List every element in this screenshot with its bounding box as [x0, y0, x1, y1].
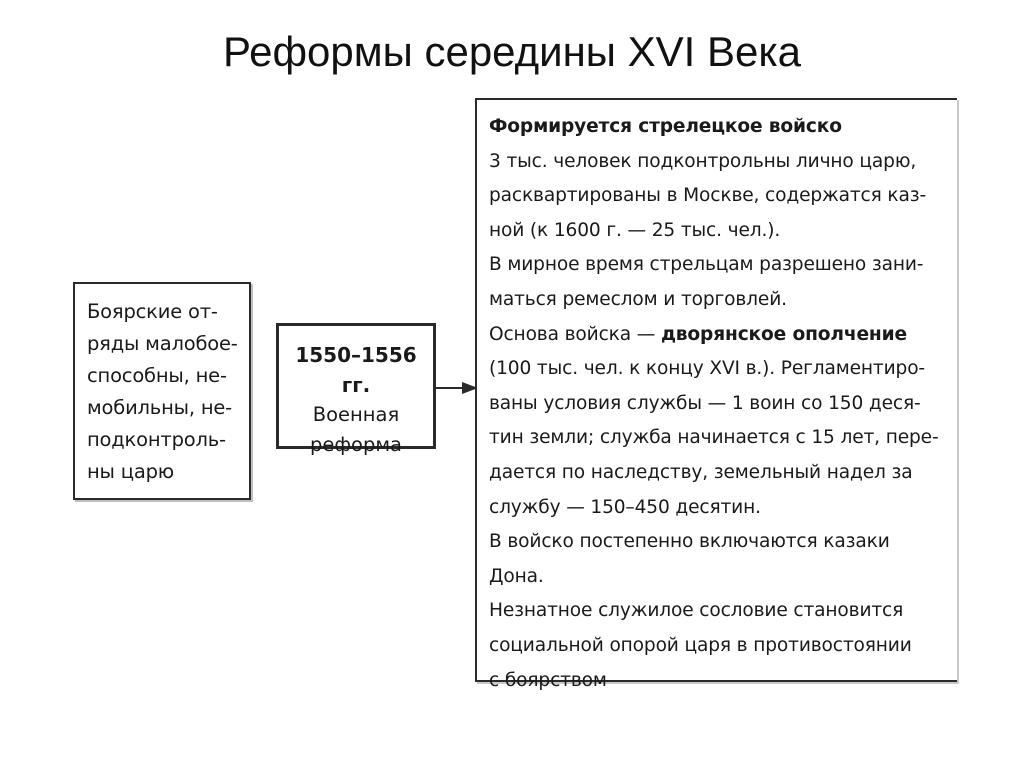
- left-box-line: мобильны, не-: [87, 396, 233, 419]
- boyar-detachments-box: [73, 282, 251, 500]
- arrow-right-icon: [436, 380, 480, 396]
- right-box-heading: Формируется стрелецкое войско: [489, 116, 842, 137]
- right-box-line: службу — 150–450 десятин.: [489, 496, 761, 518]
- streltsy-army-box: [475, 98, 957, 691]
- reform-label-line: реформа: [309, 433, 402, 456]
- right-box-line: тин земли; служба начинается с 15 лет, пере-: [489, 427, 939, 449]
- right-box-line: 3 тыс. человек подконтрольны лично царю,: [489, 150, 917, 172]
- reform-years: 1550–1556 гг.: [295, 343, 417, 397]
- left-box-line: ряды малобое-: [87, 332, 238, 355]
- right-box-line: (100 тыс. чел. к концу XVI в.). Регламентиро-: [489, 358, 925, 380]
- left-box-line: способны, не-: [87, 364, 227, 387]
- right-box-line: Незнатное служилое сословие становится: [489, 600, 904, 622]
- military-reform-box: [276, 323, 436, 456]
- right-box-line: маться ремеслом и торговлей.: [489, 288, 787, 310]
- left-box-line: Боярские от-: [87, 300, 218, 323]
- right-box-line: В мирное время стрельцам разрешено зани-: [489, 254, 924, 276]
- slide-title: Реформы середины XVI Века: [222, 28, 802, 75]
- right-box-line: с боярством: [489, 669, 607, 691]
- right-box-line: расквартированы в Москве, содержатся каз-: [489, 185, 927, 207]
- reform-label-line: Военная: [312, 403, 400, 426]
- left-box-line: подконтроль-: [87, 428, 226, 451]
- right-box-line: В войско постепенно включаются казаки: [489, 531, 890, 553]
- right-box-line: ной (к 1600 г. — 25 тыс. чел.).: [489, 219, 781, 241]
- right-box-line: дается по наследству, земельный надел за: [489, 461, 913, 483]
- noble-militia-term: дворянское ополчение: [660, 323, 907, 345]
- left-box-line: ны царю: [87, 460, 174, 483]
- right-box-line: социальной опорой царя в противостоянии: [489, 634, 912, 656]
- right-box-line: ваны условия службы — 1 воин со 150 деся-: [489, 392, 921, 414]
- right-box-line: [489, 318, 951, 353]
- line-prefix: Основа войска —: [489, 323, 661, 345]
- right-box-line: Дона.: [489, 565, 544, 587]
